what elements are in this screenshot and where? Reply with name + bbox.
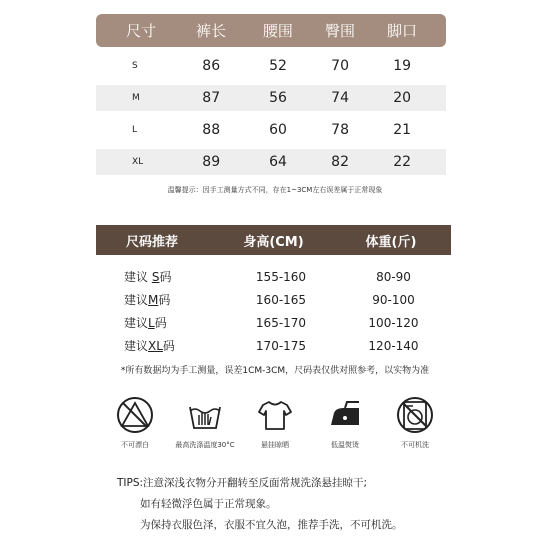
row-size: S [132, 61, 138, 71]
cell-waist: 60 [269, 122, 287, 138]
data-disclaimer: *所有数据均为手工测量，误差1CM-3CM，尺码表仅供对照参考，以实物为准 [120, 366, 430, 376]
header-recommend: 尺码推荐 [126, 234, 179, 250]
tips-line: 如有轻微浮色属于正常现象。 [140, 498, 277, 510]
header-size: 尺寸 [126, 22, 157, 40]
row-size: M [132, 93, 140, 103]
care-instructions [100, 395, 450, 450]
size-table-header [96, 14, 446, 47]
no-machine-wash-icon [395, 395, 435, 435]
cell-hem: 20 [393, 90, 412, 106]
wash-30-icon [185, 395, 225, 435]
cell-hip: 78 [331, 122, 349, 138]
table-row [96, 265, 451, 288]
header-height: 身高(CM) [243, 234, 304, 250]
cell-length: 86 [202, 58, 221, 74]
row-size: L [132, 125, 138, 135]
recommend-suffix: 码 [162, 339, 175, 353]
recommend-prefix: 建议 [124, 293, 149, 307]
recommend-size-code: S [151, 270, 160, 284]
table-row [96, 117, 446, 143]
tips-section [117, 473, 403, 536]
cell-length: 88 [202, 122, 221, 138]
header-weight: 体重(斤) [365, 234, 417, 250]
cell-hem: 22 [393, 154, 412, 170]
recommend-suffix: 码 [154, 316, 167, 330]
recommend-height: 165-170 [255, 315, 307, 330]
care-label: 悬挂晾晒 [261, 441, 289, 449]
header-hem: 脚口 [387, 22, 418, 40]
care-item [380, 395, 450, 450]
cell-waist: 64 [269, 154, 287, 170]
care-label: 不可漂白 [121, 441, 149, 449]
cell-hip: 74 [331, 90, 349, 106]
recommend-table [96, 265, 451, 357]
recommend-size [96, 291, 226, 308]
size-table [96, 14, 446, 175]
recommend-size-code: M [148, 293, 159, 307]
cell-length: 89 [202, 154, 221, 170]
tips-line: 为保持衣服色泽，衣服不宜久泡，推荐手洗，不可机洗。 [140, 519, 403, 531]
recommend-header [96, 225, 451, 255]
recommend-prefix: 建议 [124, 270, 152, 284]
recommend-size [96, 314, 226, 331]
no-bleach-icon [115, 395, 155, 435]
recommend-weight: 120-140 [368, 338, 419, 353]
recommend-weight: 80-90 [376, 269, 411, 284]
cell-hip: 82 [331, 154, 349, 170]
care-item [100, 395, 170, 450]
recommend-height: 170-175 [255, 338, 307, 353]
table-row [96, 311, 451, 334]
header-hip: 臀围 [324, 22, 355, 40]
cell-waist: 56 [269, 90, 287, 106]
cell-hem: 21 [393, 122, 412, 138]
cell-hem: 19 [393, 58, 412, 74]
care-label: 低温熨烫 [331, 441, 359, 449]
cell-hip: 70 [331, 58, 349, 74]
row-size: XL [132, 157, 144, 167]
low-iron-icon [325, 395, 365, 435]
recommend-height: 160-165 [255, 292, 307, 307]
recommend-suffix: 码 [159, 270, 172, 284]
care-label: 最高洗涤温度30°C [175, 441, 235, 449]
table-row [96, 53, 446, 79]
header-length: 裤长 [196, 22, 227, 40]
table-row [96, 334, 451, 357]
measurement-note: 温馨提示：因手工测量方式不同，存在1~3CM左右误差属于正常现象 [167, 186, 383, 194]
header-waist: 腰围 [262, 22, 293, 40]
care-label: 不可机洗 [401, 441, 429, 449]
hang-dry-icon [255, 395, 295, 435]
care-item [240, 395, 310, 450]
recommend-suffix: 码 [158, 293, 171, 307]
recommend-prefix: 建议 [124, 316, 149, 330]
table-row [96, 149, 446, 175]
cell-waist: 52 [269, 58, 287, 74]
recommend-size [96, 337, 226, 354]
recommend-weight: 90-100 [372, 292, 415, 307]
care-item [310, 395, 380, 450]
recommend-weight: 100-120 [368, 315, 419, 330]
tips-line: TIPS:注意深浅衣物分开翻转至反面常规洗涤悬挂晾干; [117, 477, 368, 489]
care-item [170, 395, 240, 450]
recommend-size [96, 268, 226, 285]
recommend-size-code: XL [148, 339, 163, 353]
recommend-prefix: 建议 [124, 339, 149, 353]
cell-length: 87 [202, 90, 221, 106]
recommend-size-code: L [148, 316, 155, 330]
recommend-height: 155-160 [255, 269, 307, 284]
table-row [96, 85, 446, 111]
table-row [96, 288, 451, 311]
